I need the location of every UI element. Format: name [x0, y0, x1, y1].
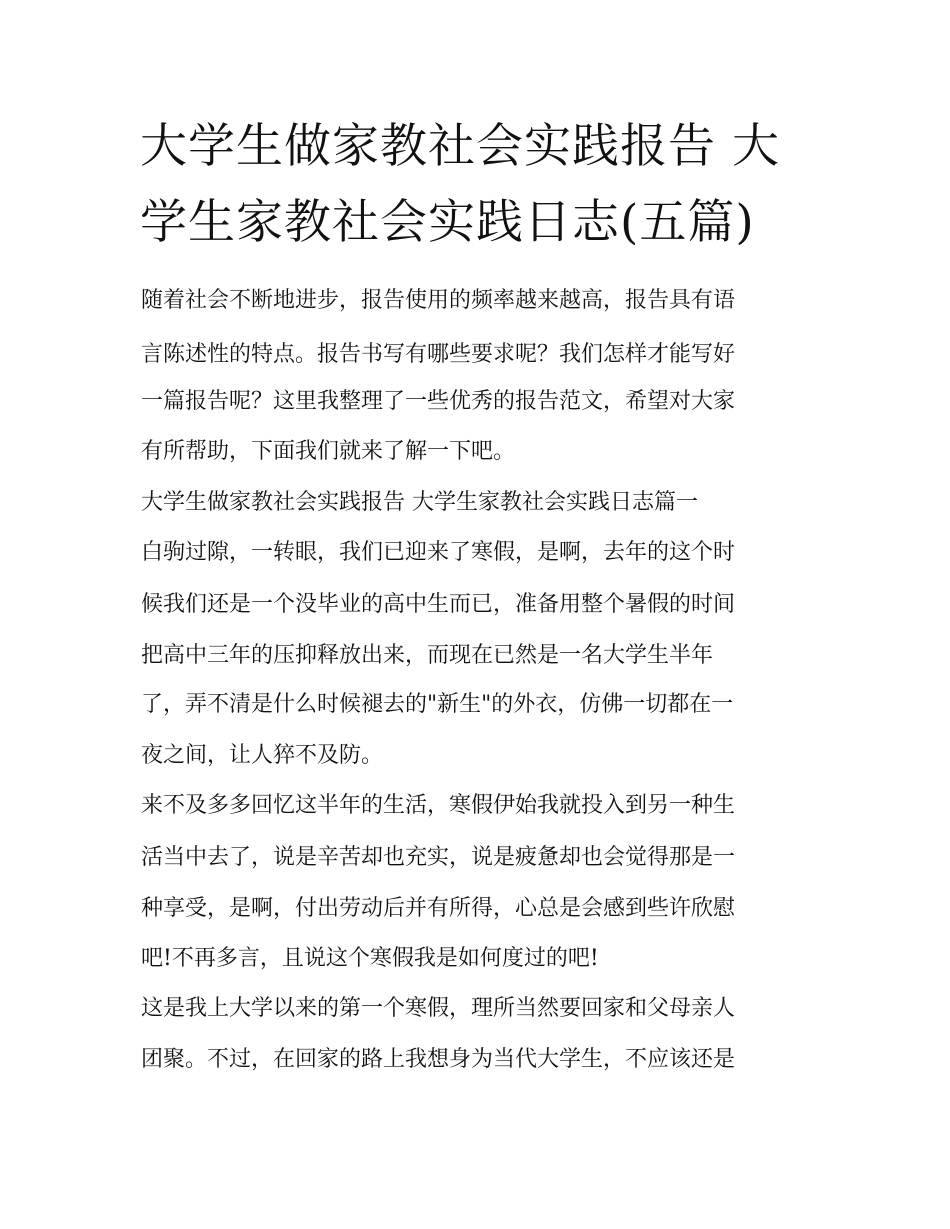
body-line-intro-2: 言陈述性的特点。报告书写有哪些要求呢？我们怎样才能写好: [141, 342, 736, 367]
body-line-p1-1: 白驹过隙，一转眼，我们已迎来了寒假，是啊，去年的这个时: [141, 540, 736, 565]
body-line-p1-2: 候我们还是一个没毕业的高中生而已，准备用整个暑假的时间: [141, 592, 736, 617]
document-title-line-2: 学生家教社会实践日志(五篇): [140, 195, 755, 250]
body-line-p3-2: 团聚。不过，在回家的路上我想身为当代大学生，不应该还是: [141, 1047, 736, 1072]
body-line-intro-1: 随着社会不断地进步，报告使用的频率越来越高，报告具有语: [141, 288, 736, 313]
section-heading: 大学生做家教社会实践报告 大学生家教社会实践日志篇一: [141, 490, 698, 515]
body-line-p2-2: 活当中去了，说是辛苦却也充实，说是疲惫却也会觉得那是一: [141, 845, 736, 870]
body-line-p1-4: 了，弄不清是什么时候褪去的"新生"的外衣，仿佛一切都在一: [141, 692, 734, 717]
body-line-intro-4: 有所帮助，下面我们就来了解一下吧。: [141, 439, 516, 464]
document-title-line-1: 大学生做家教社会实践报告 大: [140, 119, 780, 174]
body-line-p2-1: 来不及多多回忆这半年的生活，寒假伊始我就投入到另一种生: [141, 793, 736, 818]
body-line-p2-4: 吧!不再多言，且说这个寒假我是如何度过的吧!: [141, 946, 599, 971]
body-line-p3-1: 这是我上大学以来的第一个寒假，理所当然要回家和父母亲人: [141, 996, 736, 1021]
body-line-p1-3: 把高中三年的压抑释放出来，而现在已然是一名大学生半年: [141, 643, 714, 668]
body-line-p1-5: 夜之间，让人猝不及防。: [141, 743, 384, 768]
body-line-intro-3: 一篇报告呢？这里我整理了一些优秀的报告范文，希望对大家: [141, 389, 736, 414]
body-line-p2-3: 种享受，是啊，付出劳动后并有所得，心总是会感到些许欣慰: [141, 896, 736, 921]
